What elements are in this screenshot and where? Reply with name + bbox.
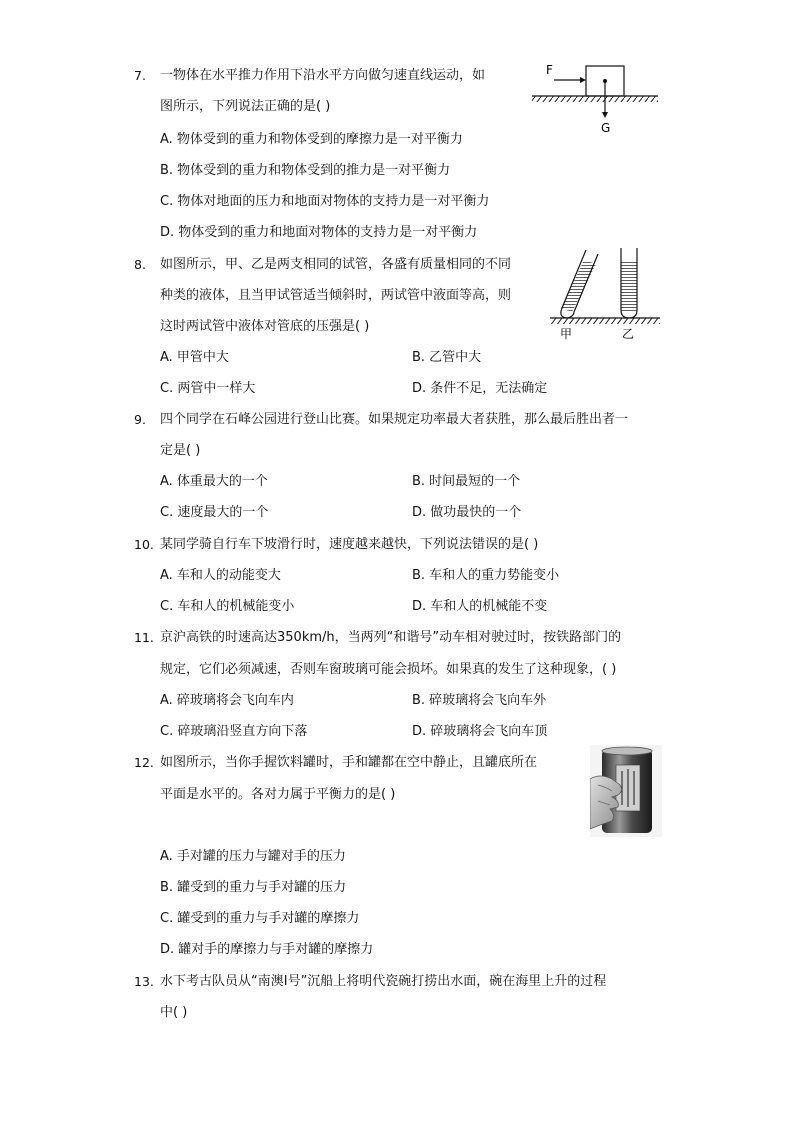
question-10-option-d: D. 车和人的机械能不变 [412,599,548,614]
question-9-stem-line-2: 定是( ) [160,443,201,458]
question-13-stem-line-1: 水下考古队员从“南澳Ⅰ号”沉船上将明代瓷碗打捞出水面，碗在海里上升的过程 [160,974,607,989]
question-8-option-a: A. 甲管中大 [160,350,229,365]
question-10-option-c: C. 车和人的机械能变小 [160,599,295,614]
question-8-stem-line-1: 如图所示，甲、乙是两支相同的试管，各盛有质量相同的不同 [160,257,512,272]
hand-holding-can-photo [590,745,662,837]
question-7-stem-line-2: 图所示，下列说法正确的是( ) [160,99,331,114]
question-13-number: 13. [134,974,154,989]
question-12-option-a: A. 手对罐的压力与罐对手的压力 [160,849,346,864]
question-7-option-b: B. 物体受到的重力和物体受到的推力是一对平衡力 [160,163,451,178]
question-11-option-d: D. 碎玻璃将会飞向车顶 [412,724,548,739]
question-12-stem-line-2: 平面是水平的。各对力属于平衡力的是( ) [160,787,396,802]
question-8-stem-line-2: 种类的液体，且当甲试管适当倾斜时，两试管中液面等高，则 [160,288,512,303]
question-8-number: 8. [134,257,146,272]
test-tubes-figure [544,246,664,342]
question-11-option-a: A. 碎玻璃将会飞向车内 [160,693,294,708]
question-13-stem-line-2: 中( ) [160,1005,188,1020]
question-7-option-c: C. 物体对地面的压力和地面对物体的支持力是一对平衡力 [160,194,490,209]
question-11-option-b: B. 碎玻璃将会飞向车外 [412,693,547,708]
question-9-option-d: D. 做功最快的一个 [412,505,522,520]
tilted-tube-jia [561,250,598,318]
question-12-option-c: C. 罐受到的重力与手对罐的摩擦力 [160,911,360,926]
question-8-stem-line-3: 这时两试管中液体对管底的压强是( ) [160,319,370,334]
question-12-option-b: B. 罐受到的重力与手对罐的压力 [160,880,347,895]
ground-hatch [532,96,658,102]
question-8-option-c: C. 两管中一样大 [160,381,256,396]
question-10-option-b: B. 车和人的重力势能变小 [412,568,560,583]
question-8-option-d: D. 条件不足，无法确定 [412,381,548,396]
question-11-stem-line-2: 规定，它们必须减速，否则车窗玻璃可能会损坏。如果真的发生了这种现象，( ) [160,662,617,677]
question-9-option-a: A. 体重最大的一个 [160,474,268,489]
force-f-label: F [546,63,553,77]
question-11-option-c: C. 碎玻璃沿竖直方向下落 [160,724,308,739]
question-9-option-c: C. 速度最大的一个 [160,505,269,520]
question-7-number: 7. [134,68,146,83]
question-12-stem-line-1: 如图所示，当你手握饮料罐时，手和罐都在空中静止，且罐底所在 [160,755,538,770]
question-8-option-b: B. 乙管中大 [412,350,482,365]
question-12-option-d: D. 罐对手的摩擦力与手对罐的摩擦力 [160,942,374,957]
gravity-g-label: G [601,121,611,135]
question-10-stem-line-1: 某同学骑自行车下坡滑行时，速度越来越快，下列说法错误的是( ) [160,537,539,552]
question-9-stem-line-1: 四个同学在石峰公园进行登山比赛。如果规定功率最大者获胜，那么最后胜出者一 [160,412,629,427]
upright-tube-yi [621,248,637,318]
question-10-number: 10. [134,537,154,552]
question-7-stem-line-1: 一物体在水平推力作用下沿水平方向做匀速直线运动，如 [160,68,486,83]
question-11-number: 11. [134,630,154,645]
question-7-option-a: A. 物体受到的重力和物体受到的摩擦力是一对平衡力 [160,132,463,147]
question-11-stem-line-1: 京沪高铁的时速高达350km/h，当两列“和谐号”动车相对驶过时，按铁路部门的 [160,630,622,645]
question-12-number: 12. [134,755,154,770]
table-hatch [550,318,660,324]
question-9-number: 9. [134,412,146,427]
question-10-option-a: A. 车和人的动能变大 [160,568,281,583]
question-9-option-b: B. 时间最短的一个 [412,474,521,489]
tube-yi-label: 乙 [622,327,635,341]
tube-jia-label: 甲 [560,327,573,341]
block-on-ground-figure [528,58,664,138]
question-7-option-d: D. 物体受到的重力和地面对物体的支持力是一对平衡力 [160,225,478,240]
